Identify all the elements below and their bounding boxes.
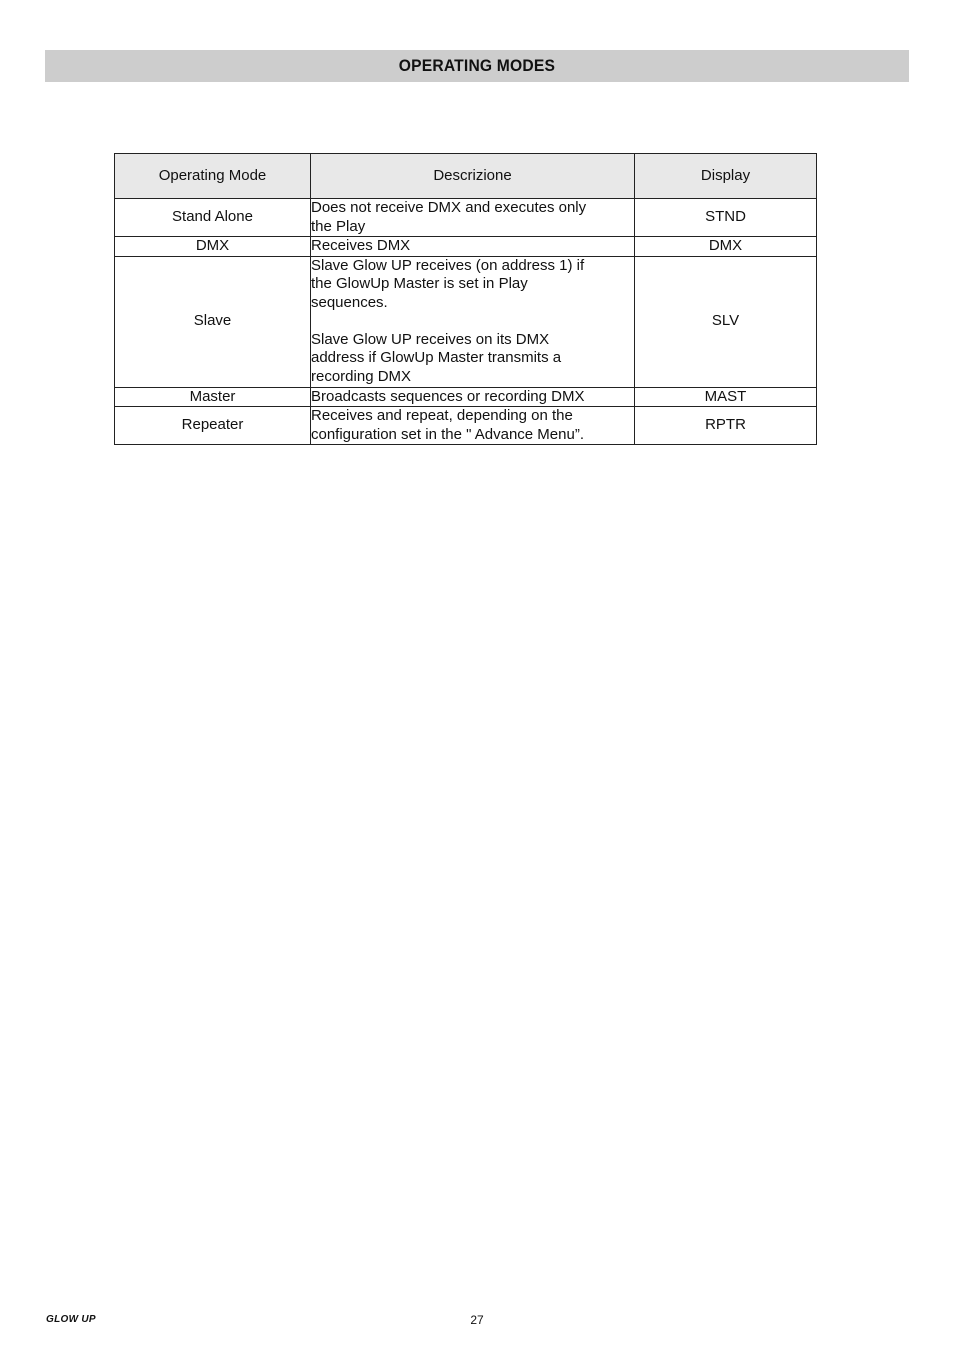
table-row bbox=[115, 407, 817, 445]
description-cell bbox=[311, 387, 635, 407]
display-cell: DMX bbox=[635, 237, 817, 257]
description-line: Broadcasts sequences or recording DMX bbox=[311, 387, 585, 405]
mode-cell: Slave bbox=[115, 256, 311, 387]
column-header-display: Display bbox=[635, 154, 817, 199]
description-line: Slave Glow UP receives on its DMX bbox=[311, 330, 550, 348]
section-header-bar bbox=[45, 50, 909, 82]
description-line: Receives and repeat, depending on the bbox=[311, 407, 573, 424]
description-line: the GlowUp Master is set in Play bbox=[311, 275, 528, 293]
mode-cell: Master bbox=[115, 387, 311, 407]
table-row bbox=[115, 387, 817, 407]
mode-cell: Stand Alone bbox=[115, 199, 311, 237]
description-line: the Play bbox=[311, 217, 366, 235]
page-number: 27 bbox=[470, 1313, 484, 1327]
description-line: configuration set in the " Advance Menu”. bbox=[311, 425, 584, 443]
description-line: Receives DMX bbox=[311, 237, 411, 254]
footer-brand: GLOW UP bbox=[46, 1314, 96, 1325]
description-line: Does not receive DMX and executes only bbox=[311, 199, 587, 216]
description-cell bbox=[311, 256, 635, 387]
mode-cell: DMX bbox=[115, 237, 311, 257]
description-line: recording DMX bbox=[311, 367, 412, 385]
display-cell: MAST bbox=[635, 387, 817, 407]
column-header-description: Descrizione bbox=[311, 154, 635, 199]
description-line: Slave Glow UP receives (on address 1) if bbox=[311, 256, 585, 274]
description-line: address if GlowUp Master transmits a bbox=[311, 349, 562, 367]
operating-modes-table bbox=[114, 153, 817, 445]
display-cell: SLV bbox=[635, 256, 817, 387]
description-line: sequences. bbox=[311, 293, 388, 311]
mode-cell: Repeater bbox=[115, 407, 311, 445]
display-cell: STND bbox=[635, 199, 817, 237]
table-header-row bbox=[115, 154, 817, 199]
table-row bbox=[115, 199, 817, 237]
table-row bbox=[115, 237, 817, 257]
column-header-operating-mode: Operating Mode bbox=[115, 154, 311, 199]
section-title: OPERATING MODES bbox=[398, 56, 556, 75]
display-cell: RPTR bbox=[635, 407, 817, 445]
description-cell bbox=[311, 407, 635, 445]
description-cell bbox=[311, 199, 635, 237]
table-row bbox=[115, 256, 817, 387]
description-cell bbox=[311, 237, 635, 257]
